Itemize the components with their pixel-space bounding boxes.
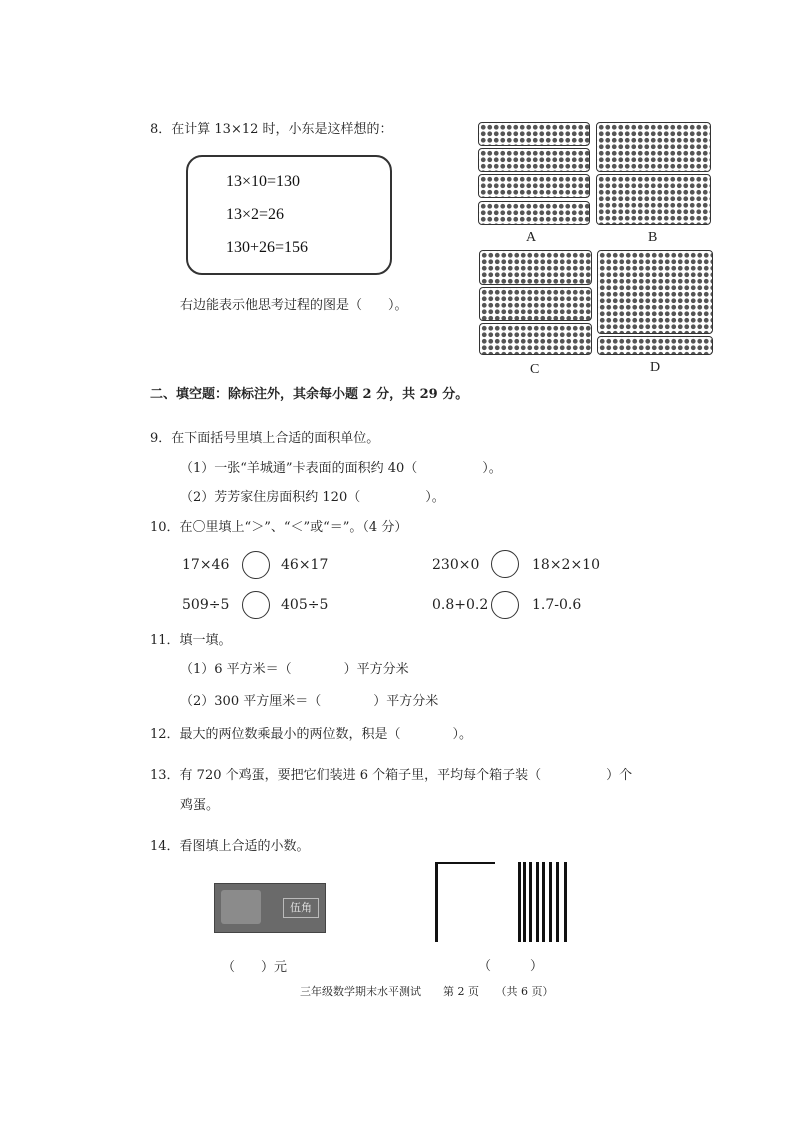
q10-r2-left-a: 509÷5	[182, 597, 230, 613]
q13-line-1: 13．有 720 个鸡蛋，要把它们装进 6 个箱子里，平均每个箱子装（ ）个	[150, 768, 633, 783]
q10-r2-right-b: 1.7-0.6	[532, 597, 582, 613]
answer-circle-4[interactable]	[491, 591, 519, 619]
q8-ask: 右边能表示他思考过程的图是（ ）。	[180, 298, 408, 313]
banknote-portrait	[221, 890, 261, 924]
banknote-image	[214, 883, 326, 933]
option-d-label: D	[650, 360, 661, 375]
q13-line-2: 鸡蛋。	[180, 798, 220, 813]
q10-stem: 10．在〇里填上“＞”、“＜”或“＝”。（4 分）	[150, 520, 408, 535]
section-2-title: 二、填空题：除标注外，其余每小题 2 分，共 29 分。	[150, 387, 469, 402]
q11-stem: 11．填一填。	[150, 633, 232, 648]
q10-r2-right-a: 0.8+0.2	[432, 597, 489, 613]
q10-r1-left-a: 17×46	[182, 557, 230, 573]
banknote-denomination: 伍角	[283, 898, 319, 918]
equation-line-3: 130+26=156	[226, 239, 309, 256]
equation-line-1: 13×10=130	[226, 173, 301, 190]
answer-circle-1[interactable]	[242, 551, 270, 579]
option-c-label: C	[530, 362, 540, 377]
equation-box	[186, 155, 392, 275]
q10-r1-right-b: 18×2×10	[532, 557, 600, 573]
q14-blank-2: （ ）	[478, 959, 544, 974]
answer-circle-2[interactable]	[491, 550, 519, 578]
answer-circle-3[interactable]	[242, 591, 270, 619]
page-footer: 三年级数学期末水平测试 第 2 页 （共 6 页）	[300, 985, 554, 998]
q8-stem: 8．在计算 13×12 时，小东是这样想的：	[150, 122, 393, 137]
q9-item-2: （2）芳芳家住房面积约 120（ ）。	[180, 490, 445, 505]
q10-r1-left-b: 46×17	[281, 557, 329, 573]
q9-item-1: （1）一张“羊城通”卡表面的面积约 40（ ）。	[180, 461, 502, 476]
decimal-bars-figure	[435, 862, 575, 942]
q11-item-1: （1）6 平方米＝（ ）平方分米	[180, 662, 409, 677]
q14-stem: 14．看图填上合适的小数。	[150, 839, 310, 854]
option-a-label: A	[526, 230, 537, 245]
q10-r2-left-b: 405÷5	[281, 597, 329, 613]
q11-item-2: （2）300 平方厘米＝（ ）平方分米	[180, 694, 439, 709]
q14-blank-1: （ ）元	[222, 960, 288, 975]
option-b-label: B	[648, 230, 658, 245]
q12-stem: 12．最大的两位数乘最小的两位数，积是（ ）。	[150, 727, 473, 742]
q10-r1-right-a: 230×0	[432, 557, 480, 573]
equation-line-2: 13×2=26	[226, 206, 285, 223]
q9-stem: 9．在下面括号里填上合适的面积单位。	[150, 431, 380, 446]
